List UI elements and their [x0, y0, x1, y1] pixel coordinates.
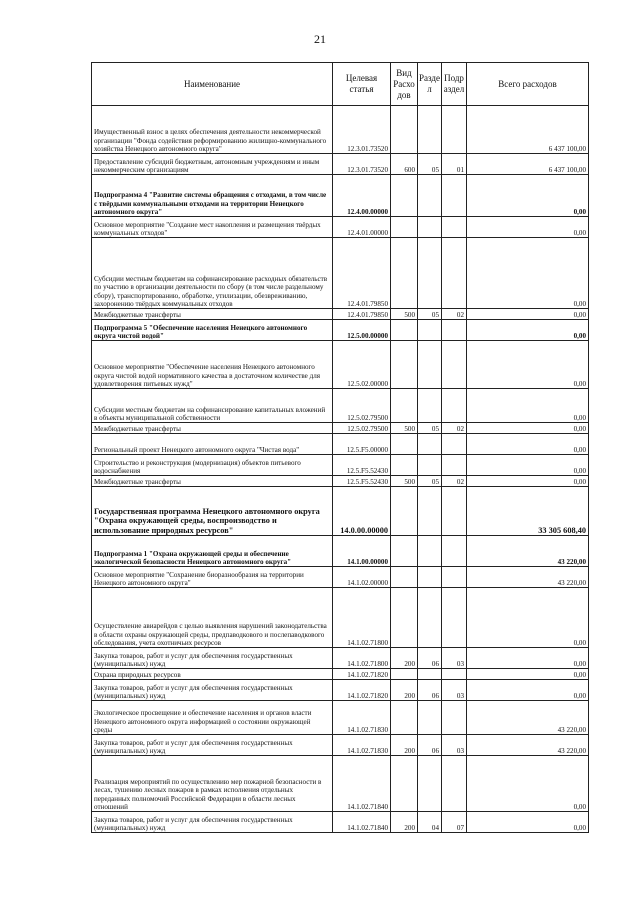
row-type-cell: [391, 217, 418, 238]
row-section-cell: [418, 389, 442, 423]
row-target-cell: 12.3.01.73520: [333, 106, 391, 154]
row-amount-cell: 43 220,00: [467, 735, 589, 756]
row-name-cell: Реализация мероприятий по осуществлению мер пожарной безопасности в лесах, тушению лесных пожаров в рамках исполнения отдельных переданных полномочий Российской Федерации в области лесных отношений: [92, 756, 333, 812]
row-type-cell: 500: [391, 476, 418, 487]
row-subsection-cell: [442, 701, 467, 735]
row-target-cell: 12.4.01.79850: [333, 238, 391, 309]
row-section-cell: [418, 701, 442, 735]
row-subsection-cell: [442, 536, 467, 567]
row-type-cell: [391, 756, 418, 812]
table-row: [92, 434, 589, 455]
table-row: [92, 487, 589, 536]
row-target-cell: 14.1.02.71840: [333, 812, 391, 833]
row-amount-cell: 0,00: [467, 434, 589, 455]
row-subsection-cell: [442, 588, 467, 648]
row-type-cell: [391, 588, 418, 648]
row-amount-cell: 6 437 100,00: [467, 154, 589, 175]
row-name-cell: Экологическое просвещение и обеспечение населения и органов власти Ненецкого автономного округа информацией о состоянии окружающей среды: [92, 701, 333, 735]
table-row: [92, 476, 589, 487]
row-amount-cell: 0,00: [467, 455, 589, 476]
row-name-cell: Осуществление авиарейдов с целью выявления нарушений законодательства в области охраны окружающей среды, предпаводкового и послепаводкового обследования, учета охотничьих ресурсов: [92, 588, 333, 648]
table-row: [92, 536, 589, 567]
row-subsection-cell: [442, 238, 467, 309]
header-total: Всего расходов: [467, 63, 589, 106]
row-type-cell: [391, 455, 418, 476]
row-subsection-cell: 03: [442, 648, 467, 669]
row-subsection-cell: 07: [442, 812, 467, 833]
row-amount-cell: 43 220,00: [467, 701, 589, 735]
row-type-cell: 200: [391, 680, 418, 701]
row-amount-cell: 0,00: [467, 175, 589, 217]
row-type-cell: [391, 175, 418, 217]
row-amount-cell: 33 305 608,40: [467, 487, 589, 536]
table-row: [92, 735, 589, 756]
row-amount-cell: 0,00: [467, 309, 589, 320]
row-type-cell: [391, 389, 418, 423]
row-section-cell: 04: [418, 812, 442, 833]
row-subsection-cell: [442, 320, 467, 341]
header-expense-type: Вид Расхо дов: [391, 63, 418, 106]
row-name-cell: Предоставление субсидий бюджетным, автономным учреждениям и иным некоммерческим организациям: [92, 154, 333, 175]
row-section-cell: 05: [418, 309, 442, 320]
row-type-cell: 200: [391, 812, 418, 833]
row-amount-cell: 0,00: [467, 669, 589, 680]
row-section-cell: [418, 175, 442, 217]
table-row: [92, 238, 589, 309]
row-name-cell: Закупка товаров, работ и услуг для обеспечения государственных (муниципальных) нужд: [92, 812, 333, 833]
table-row: [92, 680, 589, 701]
row-type-cell: [391, 669, 418, 680]
row-target-cell: 14.1.02.71800: [333, 648, 391, 669]
row-subsection-cell: [442, 455, 467, 476]
row-target-cell: 14.1.02.71800: [333, 588, 391, 648]
row-name-cell: Подпрограмма 4 "Развитие системы обращения с отходами, в том числе с твёрдыми коммунальными отходами на территории Ненецкого автономного округа": [92, 175, 333, 217]
row-target-cell: 12.4.01.79850: [333, 309, 391, 320]
row-subsection-cell: 02: [442, 476, 467, 487]
row-subsection-cell: 03: [442, 735, 467, 756]
row-section-cell: 06: [418, 680, 442, 701]
row-amount-cell: 0,00: [467, 756, 589, 812]
row-subsection-cell: [442, 106, 467, 154]
row-subsection-cell: [442, 756, 467, 812]
row-target-cell: 12.5.F5.52430: [333, 476, 391, 487]
row-amount-cell: 0,00: [467, 680, 589, 701]
row-subsection-cell: [442, 567, 467, 588]
row-name-cell: Закупка товаров, работ и услуг для обеспечения государственных (муниципальных) нужд: [92, 680, 333, 701]
table-row: [92, 567, 589, 588]
row-target-cell: 14.1.02.71830: [333, 735, 391, 756]
table-row: [92, 669, 589, 680]
row-name-cell: Межбюджетные трансферты: [92, 423, 333, 434]
table-row: [92, 341, 589, 389]
table-row: [92, 455, 589, 476]
row-amount-cell: 43 220,00: [467, 567, 589, 588]
row-amount-cell: 0,00: [467, 217, 589, 238]
page-number: 21: [314, 32, 326, 46]
row-section-cell: 06: [418, 648, 442, 669]
row-name-cell: Охрана природных ресурсов: [92, 669, 333, 680]
row-subsection-cell: [442, 669, 467, 680]
row-target-cell: 12.3.01.73520: [333, 154, 391, 175]
row-amount-cell: 0,00: [467, 389, 589, 423]
row-subsection-cell: [442, 389, 467, 423]
header-target-article: Целевая статья: [333, 63, 391, 106]
row-section-cell: [418, 238, 442, 309]
row-target-cell: 14.1.02.71820: [333, 669, 391, 680]
row-subsection-cell: [442, 175, 467, 217]
row-name-cell: Региональный проект Ненецкого автономного округа "Чистая вода": [92, 434, 333, 455]
row-name-cell: Межбюджетные трансферты: [92, 476, 333, 487]
row-amount-cell: 0,00: [467, 476, 589, 487]
row-target-cell: 12.5.00.00000: [333, 320, 391, 341]
row-type-cell: [391, 536, 418, 567]
row-type-cell: [391, 487, 418, 536]
row-section-cell: [418, 320, 442, 341]
row-section-cell: [418, 588, 442, 648]
row-section-cell: 05: [418, 476, 442, 487]
row-target-cell: 12.4.00.00000: [333, 175, 391, 217]
row-amount-cell: 0,00: [467, 320, 589, 341]
row-section-cell: [418, 455, 442, 476]
row-type-cell: [391, 567, 418, 588]
row-target-cell: 14.1.02.71820: [333, 680, 391, 701]
row-name-cell: Основное мероприятие "Создание мест накопления и размещения твёрдых коммунальных отходов": [92, 217, 333, 238]
table-header-row: [92, 63, 589, 106]
row-target-cell: 12.5.02.79500: [333, 389, 391, 423]
row-name-cell: Строительство и реконструкция (модернизация) объектов питьевого водоснабжения: [92, 455, 333, 476]
row-type-cell: [391, 434, 418, 455]
row-target-cell: 14.0.00.00000: [333, 487, 391, 536]
row-section-cell: [418, 106, 442, 154]
row-type-cell: [391, 106, 418, 154]
header-section: Разде л: [418, 63, 442, 106]
row-section-cell: [418, 756, 442, 812]
header-name: Наименование: [92, 63, 333, 106]
row-amount-cell: 0,00: [467, 588, 589, 648]
table-row: [92, 588, 589, 648]
row-name-cell: Имущественный взнос в целях обеспечения деятельности некоммерческой организации "Фонда содействия реформированию жилищно-коммунального хозяйства Ненецкого автономного округа": [92, 106, 333, 154]
row-name-cell: Основное мероприятие "Сохранение биоразнообразия на территории Ненецкого автономного округа": [92, 567, 333, 588]
row-section-cell: [418, 434, 442, 455]
header-subsection: Подр аздел: [442, 63, 467, 106]
row-target-cell: 12.5.02.00000: [333, 341, 391, 389]
row-subsection-cell: 02: [442, 423, 467, 434]
table-row: [92, 320, 589, 341]
row-subsection-cell: [442, 217, 467, 238]
row-name-cell: Основное мероприятие "Обеспечение населения Ненецкого автономного округа чистой водой нормативного качества в достаточном количестве для удовлетворения питьевых нужд": [92, 341, 333, 389]
row-name-cell: Подпрограмма 1 "Охрана окружающей среды и обеспечение экологической безопасности Ненецкого автономного округа": [92, 536, 333, 567]
row-subsection-cell: 03: [442, 680, 467, 701]
table-row: [92, 309, 589, 320]
row-amount-cell: 6 437 100,00: [467, 106, 589, 154]
table-row: [92, 389, 589, 423]
row-target-cell: 14.1.02.71830: [333, 701, 391, 735]
table-row: [92, 756, 589, 812]
row-type-cell: 500: [391, 309, 418, 320]
row-type-cell: [391, 341, 418, 389]
row-section-cell: [418, 567, 442, 588]
row-name-cell: Закупка товаров, работ и услуг для обеспечения государственных (муниципальных) нужд: [92, 735, 333, 756]
table-row: [92, 106, 589, 154]
row-section-cell: [418, 341, 442, 389]
row-target-cell: 14.1.00.00000: [333, 536, 391, 567]
row-section-cell: [418, 487, 442, 536]
row-name-cell: Государственная программа Ненецкого автономного округа "Охрана окружающей среды, воспроизводство и использование природных ресурсов": [92, 487, 333, 536]
row-amount-cell: 0,00: [467, 812, 589, 833]
row-target-cell: 12.5.F5.00000: [333, 434, 391, 455]
row-amount-cell: 0,00: [467, 238, 589, 309]
row-amount-cell: 0,00: [467, 648, 589, 669]
row-name-cell: Субсидии местным бюджетам на софинансирование капитальных вложений в объекты муниципальной собственности: [92, 389, 333, 423]
row-subsection-cell: [442, 487, 467, 536]
row-subsection-cell: [442, 341, 467, 389]
row-target-cell: 12.5.02.79500: [333, 423, 391, 434]
row-name-cell: Межбюджетные трансферты: [92, 309, 333, 320]
row-type-cell: [391, 238, 418, 309]
row-type-cell: [391, 320, 418, 341]
row-section-cell: [418, 669, 442, 680]
row-amount-cell: 43 220,00: [467, 536, 589, 567]
table-row: [92, 154, 589, 175]
row-target-cell: 14.1.02.00000: [333, 567, 391, 588]
row-target-cell: 12.5.F5.52430: [333, 455, 391, 476]
row-amount-cell: 0,00: [467, 341, 589, 389]
row-name-cell: Подпрограмма 5 "Обеспечение населения Ненецкого автономного округа чистой водой": [92, 320, 333, 341]
row-name-cell: Субсидии местным бюджетам на софинансирование расходных обязательств по участию в организации деятельности по сбору (в том числе раздельному сбору), транспортированию, обработке, утилизации, обезвреживанию, захоронению твёрдых коммунальных отходов: [92, 238, 333, 309]
table-row: [92, 175, 589, 217]
row-section-cell: 06: [418, 735, 442, 756]
row-name-cell: Закупка товаров, работ и услуг для обеспечения государственных (муниципальных) нужд: [92, 648, 333, 669]
row-section-cell: 05: [418, 423, 442, 434]
row-subsection-cell: 01: [442, 154, 467, 175]
expenditure-table: [91, 62, 589, 833]
table-row: [92, 701, 589, 735]
row-target-cell: 12.4.01.00000: [333, 217, 391, 238]
row-section-cell: [418, 536, 442, 567]
row-subsection-cell: 02: [442, 309, 467, 320]
row-amount-cell: 0,00: [467, 423, 589, 434]
row-subsection-cell: [442, 434, 467, 455]
row-type-cell: 500: [391, 423, 418, 434]
row-section-cell: 05: [418, 154, 442, 175]
table-row: [92, 648, 589, 669]
row-type-cell: 600: [391, 154, 418, 175]
row-type-cell: 200: [391, 735, 418, 756]
row-type-cell: [391, 701, 418, 735]
row-type-cell: 200: [391, 648, 418, 669]
row-target-cell: 14.1.02.71840: [333, 756, 391, 812]
row-section-cell: [418, 217, 442, 238]
table-row: [92, 812, 589, 833]
table-row: [92, 423, 589, 434]
table-row: [92, 217, 589, 238]
